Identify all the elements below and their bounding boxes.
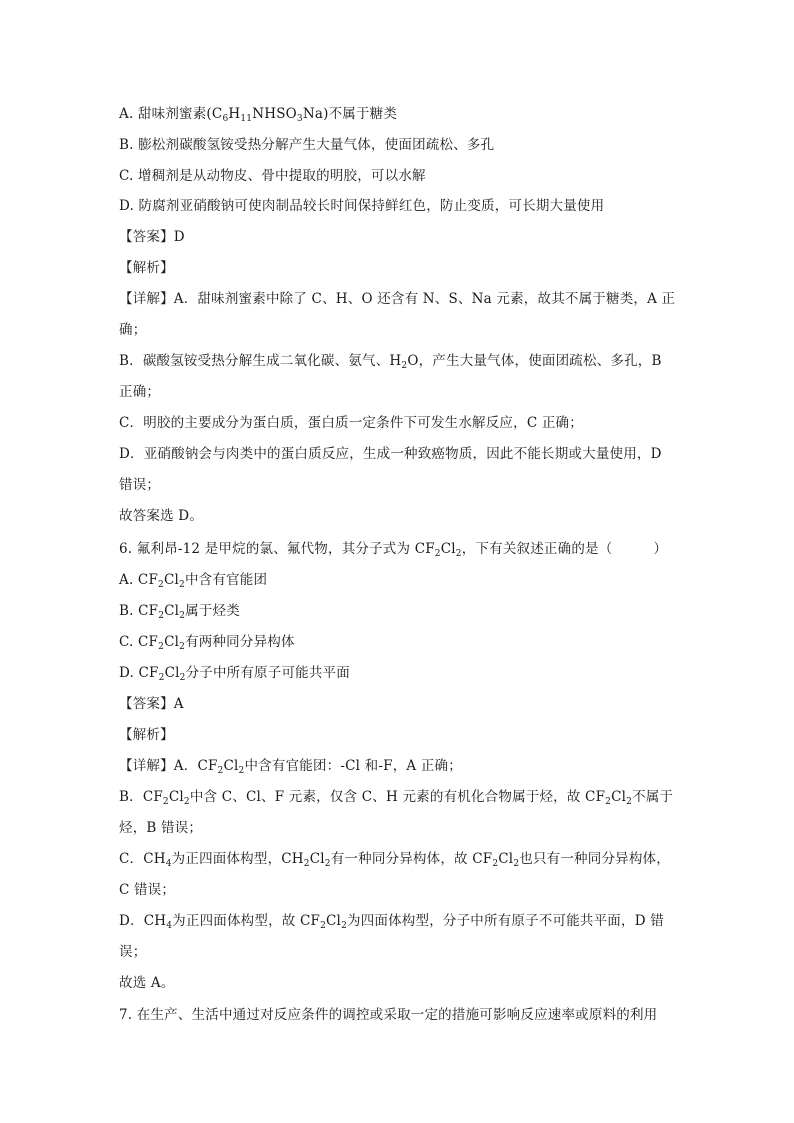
text-segment: Cl [164, 634, 180, 650]
text-segment: 正确； [119, 384, 161, 400]
text-line [119, 105, 679, 123]
subscript: 2 [401, 361, 408, 371]
subscript: 4 [165, 859, 172, 869]
subscript: 6 [222, 114, 229, 124]
subscript: 2 [626, 797, 633, 807]
text-segment: 【解析】 [119, 727, 174, 743]
text-segment: 为正四面体构型，故 CF [172, 913, 321, 929]
text-line [119, 974, 679, 992]
text-line [119, 321, 679, 339]
text-segment: Cl [611, 789, 627, 805]
text-line [119, 695, 679, 713]
text-segment: 为四面体构型，分子中所有原子不可能共平面，D 错 [347, 913, 664, 929]
text-line [119, 788, 679, 806]
text-line [119, 259, 679, 277]
subscript: 2 [605, 797, 612, 807]
subscript: 11 [240, 114, 253, 124]
text-line [119, 881, 679, 899]
text-segment: D. 防腐剂亚硝酸钠可使肉制品较长时间保持鲜红色，防止变质，可长期大量使用 [119, 198, 605, 214]
text-segment: 也只有一种同分异构体， [519, 851, 670, 867]
text-segment: O，产生大量气体，使面团疏松、多孔，B [407, 353, 662, 369]
text-line [119, 912, 679, 930]
subscript: 2 [162, 797, 169, 807]
subscript: 2 [179, 673, 186, 683]
text-segment: A. CF [119, 572, 159, 588]
subscript: 2 [158, 673, 165, 683]
text-segment: Cl [223, 758, 239, 774]
text-segment: Cl [309, 851, 325, 867]
text-segment: B．CF [119, 789, 163, 805]
subscript: 2 [158, 611, 165, 621]
text-segment: 中含有官能团：-Cl 和-F，A 正确； [244, 758, 462, 774]
text-line [119, 726, 679, 744]
subscript: 2 [238, 766, 245, 776]
subscript: 2 [158, 580, 164, 590]
text-line [119, 850, 679, 868]
text-line [119, 136, 679, 154]
text-line [119, 476, 679, 494]
text-segment: 【答案】A [119, 696, 184, 712]
subscript: 3 [296, 114, 303, 124]
subscript: 2 [217, 766, 224, 776]
text-segment: C．明胶的主要成分为蛋白质，蛋白质一定条件下可发生水解反应，C 正确； [119, 415, 583, 431]
text-segment: Cl [498, 851, 514, 867]
text-segment: ，下有关叙述正确的是（ ） [461, 541, 668, 557]
subscript: 2 [434, 549, 441, 559]
subscript: 2 [324, 859, 331, 869]
text-line [119, 757, 679, 775]
text-line [119, 197, 679, 215]
text-line [119, 228, 679, 246]
subscript: 2 [341, 921, 347, 931]
text-line [119, 383, 679, 401]
subscript: 2 [158, 642, 165, 652]
text-segment: 不属于 [632, 789, 674, 805]
subscript: 4 [166, 921, 173, 931]
text-segment: 【答案】D [119, 229, 185, 245]
text-segment: 属于烃类 [185, 603, 240, 619]
text-segment: B．碳酸氢铵受热分解生成二氧化碳、氨气、H [119, 353, 402, 369]
text-line [119, 290, 679, 308]
text-segment: 【详解】A．甜味剂蜜素中除了 C、H、O 还含有 N、S、Na 元素，故其不属于糖类，A 正 [119, 291, 676, 307]
subscript: 2 [492, 859, 499, 869]
text-segment: 烃，B 错误； [119, 820, 203, 836]
text-segment: 有两种同分异构体 [185, 634, 295, 650]
text-line [119, 167, 679, 185]
text-line [119, 540, 679, 558]
text-line [119, 414, 679, 432]
subscript: 2 [513, 859, 520, 869]
text-segment: 6. 氟利昂-12 是甲烷的氯、氟代物，其分子式为 CF [119, 541, 435, 557]
text-line [119, 664, 679, 682]
text-segment: Na)不属于糖类 [302, 106, 398, 122]
text-segment: D．CH [119, 913, 167, 929]
text-line [119, 1006, 679, 1024]
text-segment: Cl [440, 541, 456, 557]
text-segment: 有一种同分异构体，故 CF [330, 851, 493, 867]
text-segment: 中含 C、Cl、F 元素，仅含 C、H 元素的有机化合物属于烃，故 CF [189, 789, 606, 805]
text-segment: Cl [164, 603, 180, 619]
text-segment: Cl [326, 913, 342, 929]
text-segment: 错误； [119, 477, 161, 493]
text-line [119, 602, 679, 620]
text-line [119, 633, 679, 651]
text-segment: Cl [168, 789, 184, 805]
subscript: 2 [455, 549, 462, 559]
text-line [119, 819, 679, 837]
text-segment: C 错误； [119, 882, 176, 898]
subscript: 2 [179, 642, 186, 652]
text-segment: 7. 在生产、生活中通过对反应条件的调控或采取一定的措施可影响反应速率或原料的利用 [119, 1007, 658, 1023]
text-segment: C. CF [119, 634, 159, 650]
text-line [119, 445, 679, 463]
text-segment: 为正四面体构型，CH [171, 851, 304, 867]
text-segment: Cl [164, 665, 180, 681]
text-segment: D. CF [119, 665, 159, 681]
text-segment: 故选 A。 [119, 975, 175, 991]
text-segment: 分子中所有原子可能共平面 [185, 665, 350, 681]
text-segment: 中含有官能团 [184, 572, 268, 588]
subscript: 2 [179, 580, 185, 590]
text-segment: B. 膨松剂碳酸氢铵受热分解产生大量气体，使面团疏松、多孔 [119, 137, 495, 153]
text-segment: 误； [119, 944, 147, 960]
subscript: 2 [179, 611, 186, 621]
text-segment: H [228, 106, 241, 122]
text-line [119, 507, 679, 525]
text-segment: C．CH [119, 851, 166, 867]
text-line [119, 352, 679, 370]
text-line [119, 943, 679, 961]
subscript: 2 [183, 797, 190, 807]
text-segment: 【详解】A．CF [119, 758, 218, 774]
subscript: 2 [320, 921, 326, 931]
text-line [119, 571, 679, 589]
text-segment: 确； [119, 322, 147, 338]
text-segment: A. 甜味剂蜜素(C [119, 106, 223, 122]
text-segment: C. 增稠剂是从动物皮、骨中提取的明胶，可以水解 [119, 168, 426, 184]
text-segment: 故答案选 D。 [119, 508, 204, 524]
text-segment: Cl [163, 572, 180, 588]
text-segment: NHSO [252, 106, 297, 122]
text-segment: 【解析】 [119, 260, 174, 276]
subscript: 2 [303, 859, 310, 869]
text-segment: D．亚硝酸钠会与肉类中的蛋白质反应，生成一种致癌物质，因此不能长期或大量使用，D [119, 446, 662, 462]
text-segment: B. CF [119, 603, 159, 619]
